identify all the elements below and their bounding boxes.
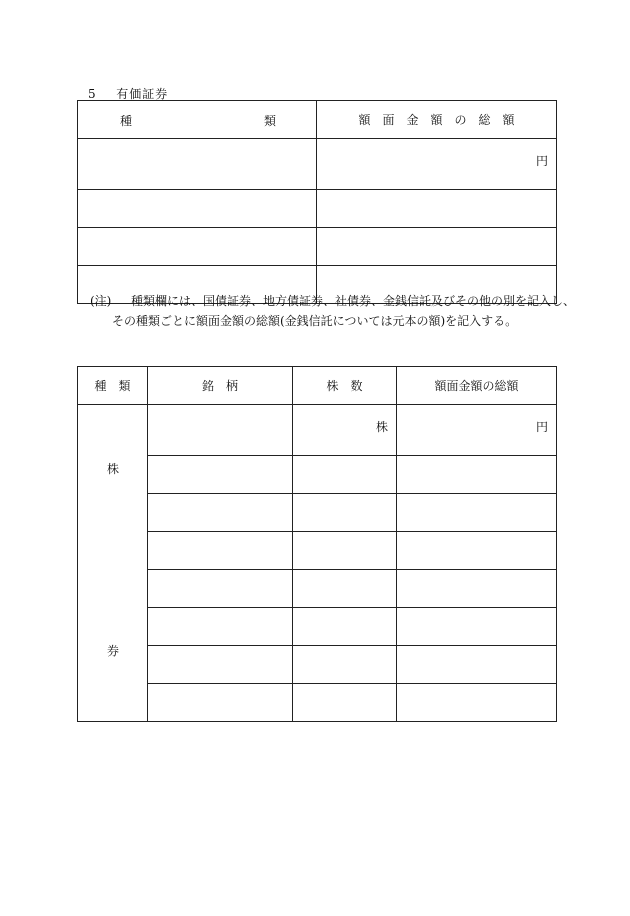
total-cell[interactable] bbox=[397, 608, 557, 646]
brand-cell[interactable] bbox=[148, 494, 293, 532]
header-kind bbox=[78, 101, 317, 139]
table-row bbox=[78, 405, 557, 456]
yen-unit: 円 bbox=[535, 420, 548, 434]
brand-cell[interactable] bbox=[148, 456, 293, 494]
shares-cell[interactable] bbox=[293, 405, 397, 456]
table-row bbox=[78, 456, 557, 494]
header-kind-left: 種 bbox=[120, 114, 133, 128]
table-row bbox=[78, 608, 557, 646]
brand-cell[interactable] bbox=[148, 570, 293, 608]
section-number: 5 bbox=[88, 87, 97, 101]
stock-table bbox=[77, 366, 557, 722]
kind-cell[interactable] bbox=[78, 228, 317, 266]
kind-cell[interactable] bbox=[78, 139, 317, 190]
shares-unit: 株 bbox=[375, 420, 388, 434]
table-row bbox=[78, 190, 557, 228]
shares-cell[interactable] bbox=[293, 570, 397, 608]
header-total: 額面金額の総額 bbox=[397, 367, 557, 405]
table-row bbox=[78, 228, 557, 266]
kind-label-cell bbox=[78, 405, 148, 722]
securities-summary-table bbox=[77, 100, 557, 304]
table-header-row bbox=[78, 367, 557, 405]
shares-cell[interactable] bbox=[293, 684, 397, 722]
brand-cell[interactable] bbox=[148, 405, 293, 456]
total-cell[interactable] bbox=[397, 532, 557, 570]
table-row bbox=[78, 646, 557, 684]
header-kind-right: 類 bbox=[264, 114, 277, 128]
brand-cell[interactable] bbox=[148, 532, 293, 570]
table-row bbox=[78, 494, 557, 532]
note-text-1: 種類欄には、国債証券、地方債証券、社債券、金銭信託及びその他の別を記入し、 bbox=[131, 294, 576, 308]
table-header-row bbox=[78, 101, 557, 139]
total-cell[interactable] bbox=[317, 228, 557, 266]
table-row bbox=[78, 532, 557, 570]
total-cell[interactable] bbox=[317, 139, 557, 190]
total-cell[interactable] bbox=[397, 494, 557, 532]
total-cell[interactable] bbox=[397, 646, 557, 684]
table-row bbox=[78, 684, 557, 722]
header-kind: 種 類 bbox=[78, 367, 148, 405]
total-cell[interactable] bbox=[397, 456, 557, 494]
header-brand: 銘 柄 bbox=[148, 367, 293, 405]
total-cell[interactable] bbox=[317, 190, 557, 228]
shares-cell[interactable] bbox=[293, 608, 397, 646]
kind-label-bottom: 券 bbox=[107, 644, 120, 658]
header-shares: 株 数 bbox=[293, 367, 397, 405]
shares-cell[interactable] bbox=[293, 456, 397, 494]
kind-cell[interactable] bbox=[78, 190, 317, 228]
shares-cell[interactable] bbox=[293, 646, 397, 684]
kind-label-top: 株 bbox=[107, 462, 120, 476]
brand-cell[interactable] bbox=[148, 646, 293, 684]
note-line-2: その種類ごとに額面金額の総額(金銭信託については元本の額)を記入する。 bbox=[112, 314, 518, 328]
shares-cell[interactable] bbox=[293, 532, 397, 570]
section-name: 有価証券 bbox=[116, 87, 169, 101]
brand-cell[interactable] bbox=[148, 684, 293, 722]
table-row bbox=[78, 570, 557, 608]
note-prefix: (注) bbox=[90, 294, 112, 308]
header-total: 額 面 金 額 の 総 額 bbox=[317, 101, 557, 139]
brand-cell[interactable] bbox=[148, 608, 293, 646]
total-cell[interactable] bbox=[397, 684, 557, 722]
table-row bbox=[78, 139, 557, 190]
yen-unit: 円 bbox=[535, 154, 548, 168]
total-cell[interactable] bbox=[397, 570, 557, 608]
total-cell[interactable] bbox=[397, 405, 557, 456]
shares-cell[interactable] bbox=[293, 494, 397, 532]
note-line-1 bbox=[90, 292, 575, 309]
